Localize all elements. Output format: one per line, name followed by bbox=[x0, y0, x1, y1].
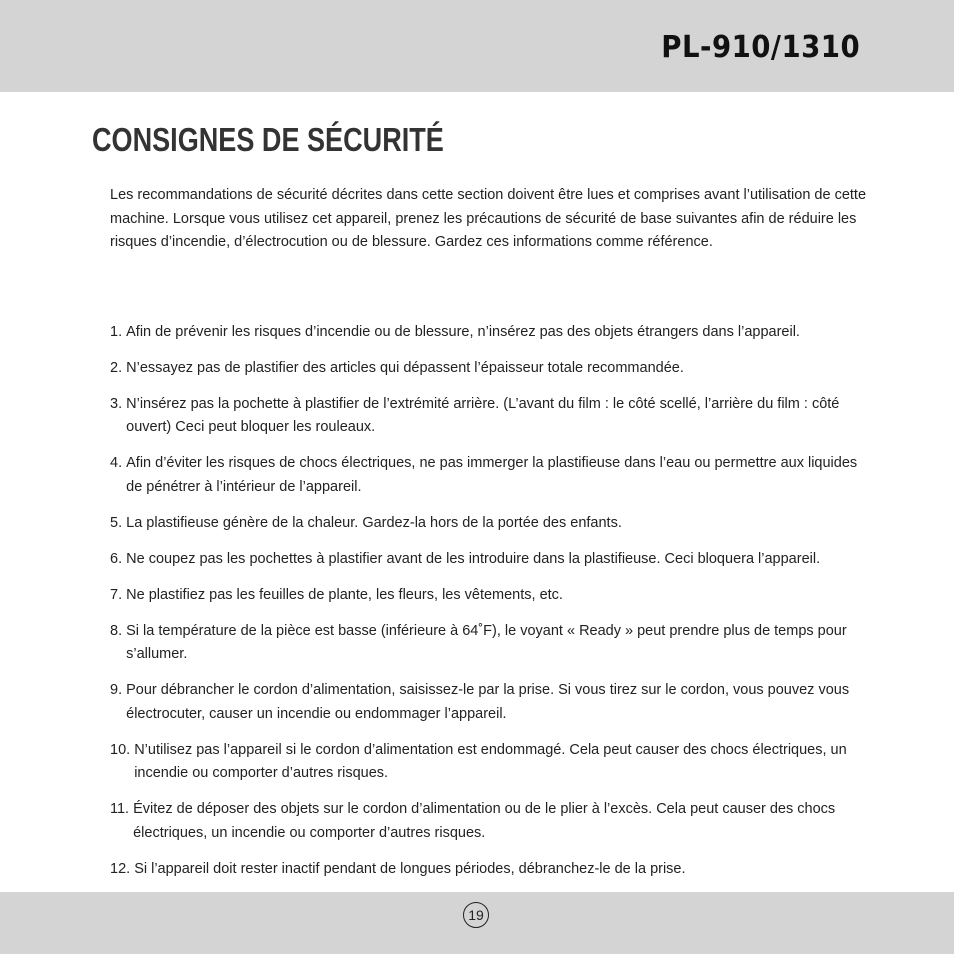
item-text: Ne plastifiez pas les feuilles de plante, les fleurs, les vêtements, etc. bbox=[126, 586, 563, 603]
list-item bbox=[110, 798, 870, 845]
item-text: Afin d’éviter les risques de chocs électriques, ne pas immerger la plastifieuse dans l’eau ou permettre aux liquides de pénétrer à l’intérieur de l’appareil. bbox=[126, 455, 858, 495]
item-number: 10. bbox=[110, 741, 135, 758]
item-text: Pour débrancher le cordon d’alimentation, saisissez-le par la prise. Si vous tirez sur le cordon, vous pouvez vous électrocuter, causer un incendie ou endommager l’appareil. bbox=[126, 682, 850, 722]
list-item bbox=[110, 739, 870, 786]
item-number: 4. bbox=[110, 455, 127, 471]
item-text: Ne coupez pas les pochettes à plastifier avant de les introduire dans la plastifieuse. Ceci bloquera l’appareil. bbox=[126, 550, 821, 567]
list-item bbox=[110, 858, 870, 882]
item-text: Évitez de déposer des objets sur le cordon d’alimentation ou de le plier à l’excès. Cela peut causer des chocs électriques, un incendie ou comporter d’autres risques. bbox=[133, 801, 836, 841]
page-number: 19 bbox=[463, 902, 489, 928]
section-title: CONSIGNES DE SÉCURITÉ bbox=[92, 121, 444, 158]
item-text: Si la température de la pièce est basse (inférieure à 64˚F), le voyant « Ready » peut prendre plus de temps pour s’allumer. bbox=[126, 622, 847, 662]
list-item bbox=[110, 584, 870, 608]
item-text: N’insérez pas la pochette à plastifier de l’extrémité arrière. (L’avant du film : le côté scellé, l’arrière du film : côté ouvert) Ceci peut bloquer les rouleaux. bbox=[126, 395, 840, 435]
item-number: 5. bbox=[110, 514, 127, 531]
content bbox=[110, 184, 870, 894]
item-number: 8. bbox=[110, 622, 127, 639]
item-number: 1. bbox=[110, 323, 127, 340]
list-item bbox=[110, 452, 870, 499]
list-item bbox=[110, 679, 870, 726]
list-item bbox=[110, 321, 870, 345]
item-number: 6. bbox=[110, 550, 127, 567]
item-number: 2. bbox=[110, 359, 127, 376]
model-title: PL-910/1310 bbox=[661, 30, 860, 65]
item-text: Si l’appareil doit rester inactif pendant de longues périodes, débranchez-le de la prise. bbox=[134, 860, 686, 877]
item-number: 11. bbox=[110, 801, 134, 817]
item-number: 12. bbox=[110, 860, 135, 877]
item-number: 3. bbox=[110, 395, 127, 412]
item-text: N’utilisez pas l’appareil si le cordon d’alimentation est endommagé. Cela peut causer des chocs électriques, un incendie ou comporter d’autres risques. bbox=[134, 741, 847, 781]
list-item bbox=[110, 620, 870, 667]
list-item bbox=[110, 548, 870, 572]
item-text: N’essayez pas de plastifier des articles qui dépassent l’épaisseur totale recommandée. bbox=[126, 359, 684, 376]
item-text: Afin de prévenir les risques d’incendie ou de blessure, n’insérez pas des objets étrangers dans l’appareil. bbox=[126, 323, 800, 340]
item-text: La plastifieuse génère de la chaleur. Gardez-la hors de la portée des enfants. bbox=[126, 514, 622, 531]
list-item bbox=[110, 512, 870, 536]
item-number: 9. bbox=[110, 682, 127, 698]
safety-list bbox=[110, 321, 870, 882]
item-number: 7. bbox=[110, 586, 127, 603]
intro-paragraph: Les recommandations de sécurité décrites dans cette section doivent être lues et comprises avant l’utilisation de cette machine. Lorsque vous utilisez cet appareil, prenez les précautions de sécurité de base suivantes afin de réduire les risques d’incendie, d’électrocution ou de blessure. Gardez ces informations comme référence. bbox=[110, 187, 867, 250]
list-item bbox=[110, 393, 870, 440]
header-band bbox=[0, 0, 954, 92]
list-item bbox=[110, 357, 870, 381]
